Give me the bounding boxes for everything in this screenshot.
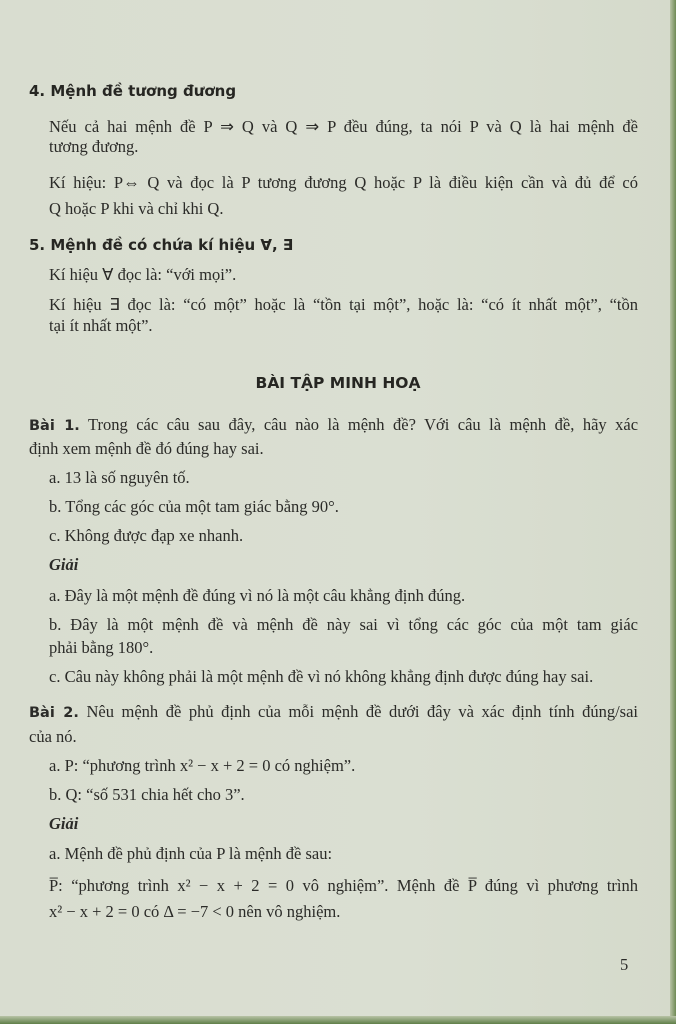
paragraph-line: Nếu cả hai mệnh đề P ⇒ Q và Q ⇒ P đều đúng, ta nói P và Q là hai mệnh đề [49, 117, 638, 136]
paragraph-line: Kí hiệu ∀ đọc là: “với mọi”. [49, 265, 237, 284]
exercises-title: BÀI TẬP MINH HOẠ [255, 374, 421, 392]
item-c: c. Không được đạp xe nhanh. [49, 526, 244, 545]
item-a: a. P: “phương trình x² − x + 2 = 0 có nghiệm”. [49, 756, 356, 775]
exercise-2-question [29, 702, 638, 723]
paragraph-line: tại ít nhất một”. [49, 316, 153, 335]
paragraph-line: Q hoặc P khi và chỉ khi Q. [49, 199, 224, 218]
exercise-1-question [29, 415, 638, 436]
solution-a: a. Mệnh đề phủ định của P là mệnh đề sau: [49, 844, 333, 863]
solution-b: b. Đây là một mệnh đề và mệnh đề này sai vì tổng các góc của một tam giác [49, 615, 638, 634]
page-edge [0, 1016, 676, 1024]
solution-label: Giải [49, 555, 79, 574]
question-text: Trong các câu sau đây, câu nào là mệnh đề? Với câu là mệnh đề, hãy xác [88, 415, 639, 434]
exercise-2-label: Bài 2. [29, 705, 79, 721]
solution-a-line3: x² − x + 2 = 0 có Δ = −7 < 0 nên vô nghiệm. [49, 902, 341, 921]
item-b: b. Tổng các góc của một tam giác bằng 90°. [49, 497, 339, 516]
solution-a: a. Đây là một mệnh đề đúng vì nó là một câu khẳng định đúng. [49, 586, 466, 605]
question-text: định xem mệnh đề đó đúng hay sai. [29, 439, 264, 458]
paragraph-line: tương đương. [49, 137, 139, 156]
solution-c: c. Câu này không phải là một mệnh đề vì nó không khẳng định được đúng hay sai. [49, 667, 594, 686]
solution-b: phải bằng 180°. [49, 638, 154, 657]
question-text: của nó. [29, 727, 77, 746]
section-5-heading: 5. Mệnh đề có chứa kí hiệu ∀, ∃ [29, 236, 294, 254]
exercise-1-label: Bài 1. [29, 418, 80, 434]
item-a: a. 13 là số nguyên tố. [49, 468, 190, 487]
solution-label: Giải [49, 814, 79, 833]
page-edge [670, 0, 676, 1024]
paragraph-line: Kí hiệu: P⇔ Q và đọc là P tương đương Q hoặc P là điều kiện cần và đủ để có [49, 173, 638, 192]
paragraph-line: Kí hiệu ∃ đọc là: “có một” hoặc là “tồn tại một”, hoặc là: “có ít nhất một”, “tồn [49, 295, 638, 314]
item-b: b. Q: “số 531 chia hết cho 3”. [49, 785, 245, 804]
solution-a-line2: P̅: “phương trình x² − x + 2 = 0 vô nghiệm”. Mệnh đề P̅ đúng vì phương trình [49, 876, 638, 895]
section-4-heading: 4. Mệnh đề tương đương [29, 82, 237, 100]
page-number: 5 [620, 955, 629, 974]
question-text: Nêu mệnh đề phủ định của mỗi mệnh đề dưới đây và xác định tính đúng/sai [86, 702, 639, 721]
